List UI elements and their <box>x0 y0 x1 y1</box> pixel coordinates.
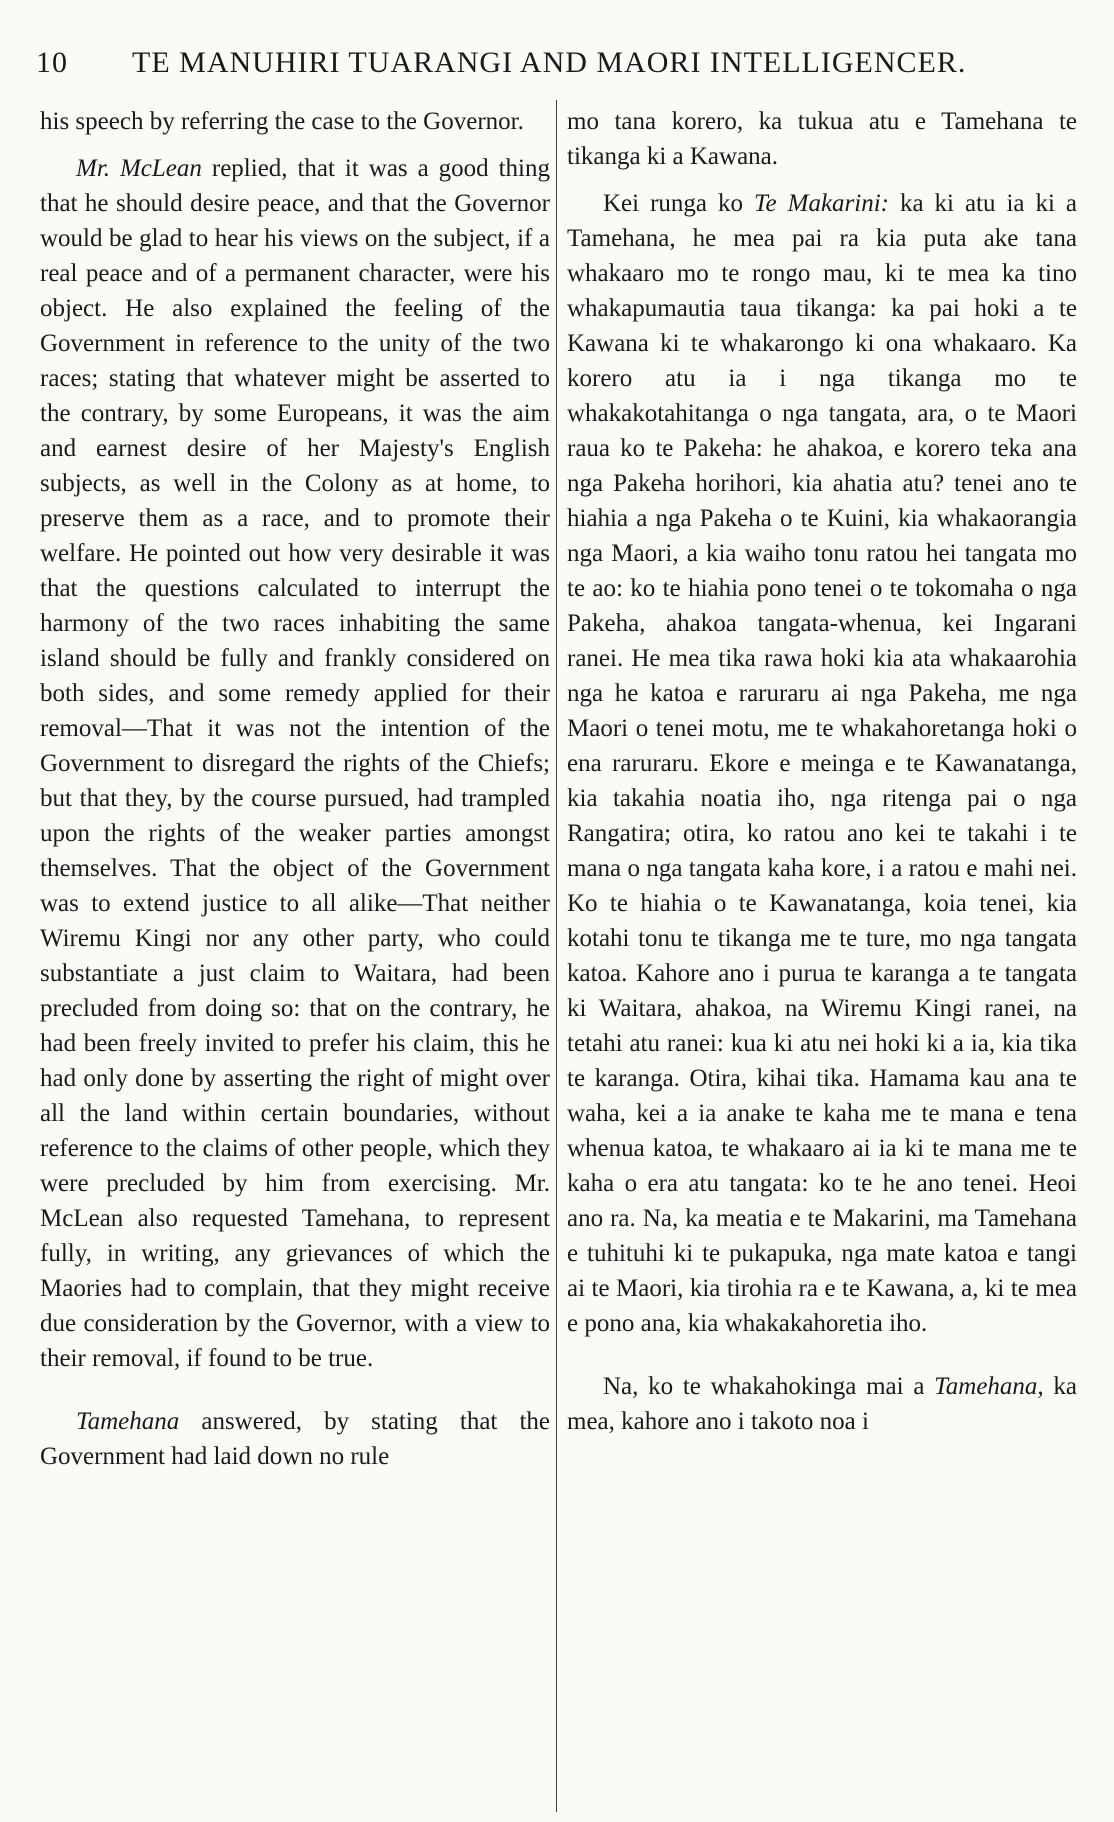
page-number: 10 <box>36 46 68 79</box>
english-paragraph-3 <box>40 1404 550 1474</box>
speaker-name: Tamehana <box>76 1408 180 1435</box>
running-title: TE MANUHIRI TUARANGI AND MAORI INTELLIGENCER. <box>132 46 967 79</box>
maori-paragraph-1: mo tana korero, ka tukua atu e Tamehana te tikanga ki a Kawana. <box>567 108 1077 170</box>
paragraph-text: answered, by stating that the Government had laid down no rule <box>40 1408 550 1470</box>
speaker-name: Te Makarini: <box>753 190 889 217</box>
paragraph-text: ka ki atu ia ki a Tamehana, he mea pai ra kia puta ake tana whakaaro mo te rongo mau, ki te mea ka tino whakapumautia taua tikanga: ka pai hoki a te Kawana ki te whakarongo ki ona whakaaro. Ka korero atu ia i nga tikanga mo te whakakotahitanga o nga tangata, ara, o te Maori raua ko te Pakeha: he ahakoa, e korero teka ana nga Pakeha horihori, kia ahatia atu? tenei ano te hiahia a nga Pakeha o te Kuini, kia whakaorangia nga Maori, a kia waiho tonu ratou hei tangata mo te ao: ko te hiahia pono tenei o te tokomaha o nga Pakeha, ahakoa tangata-whenua, kei Ingarani ranei. He mea tika rawa hoki kia ata whakaarohia nga he katoa e raruraru ai nga Pakeha, me nga Maori o tenei motu, me te whakahoretanga hoki o ena raruraru. Ekore e meinga e te Kawanatanga, kia takahia noatia iho, nga ritenga pai o nga Rangatira; otira, ko ratou ano kei te takahi i te mana o nga tangata kaha kore, i a ratou e mahi nei. Ko te hiahia o te Kawanatanga, koia tenei, kia kotahi tonu te tikanga me te ture, mo nga tangata katoa. Kahore ano i purua te karanga a te tangata ki Waitara, ahakoa, na Wiremu Kingi ranei, na tetahi atu ranei: kua ki atu nei hoki ki a ia, kia tika te karanga. Otira, kihai tika. Hamama kau ana te waha, kei a ia anake te kaha me te mana e tena whenua katoa, te whakaaro ai ia ki te mana me te kaha o era atu tangata: ko te he ano tenei. Heoi ano ra. Na, ka meatia e te Makarini, ma Tamehana e tuhituhi ki te pukapuka, nga mate katoa e tangi ai te Maori, kia tirohia ra e te Kawana, a, ki te mea e pono ana, kia whakakahoretia iho. <box>567 190 1077 1337</box>
maori-paragraph-3 <box>567 1369 1077 1439</box>
english-paragraph-2 <box>40 151 550 1376</box>
speaker-name: Tamehana, <box>934 1373 1044 1400</box>
maori-paragraph-2 <box>567 186 1077 1341</box>
english-paragraph-1: his speech by referring the case to the Governor. <box>40 108 524 135</box>
paragraph-text: ka mea, kahore ano i takoto noa i <box>567 1373 1077 1435</box>
paragraph-text: replied, that it was a good thing that he should desire peace, and that the Governor would be glad to hear his views on the subject, if a real peace and of a permanent character, were his object. He also explained the feeling of the Government in reference to the unity of the two races; stating that whatever might be asserted to the contrary, by some Europeans, it was the aim and earnest desire of her Majesty's English subjects, as well in the Colony as at home, to preserve them as a race, and to promote their welfare. He pointed out how very desirable it was that the questions calculated to interrupt the harmony of the two races inhabiting the same island should be fully and frankly considered on both sides, and some remedy applied for their removal—That it was not the intention of the Government to disregard the rights of the Chiefs; but that they, by the course pursued, had trampled upon the rights of the weaker parties amongst themselves. That the object of the Government was to extend justice to all alike—That neither Wiremu Kingi nor any other party, who could substantiate a just claim to Waitara, had been precluded from doing so: that on the contrary, he had been freely invited to prefer his claim, this he had only done by asserting the right of might over all the land within certain boundaries, without reference to the claims of other people, which they were precluded by him from exercising. Mr. McLean also requested Tamehana, to represent fully, in writing, any grievances of which the Maories had to complain, that they might receive due consideration by the Governor, with a view to their removal, if found to be true. <box>40 155 550 1372</box>
english-column <box>40 104 550 1474</box>
column-divider <box>556 100 557 1812</box>
paragraph-lead: Na, ko te whakahokinga mai a <box>603 1373 935 1400</box>
paragraph-lead: Kei runga ko <box>603 190 754 217</box>
speaker-name: Mr. McLean <box>76 155 202 182</box>
maori-column <box>567 104 1077 1439</box>
page-header <box>36 46 1076 86</box>
